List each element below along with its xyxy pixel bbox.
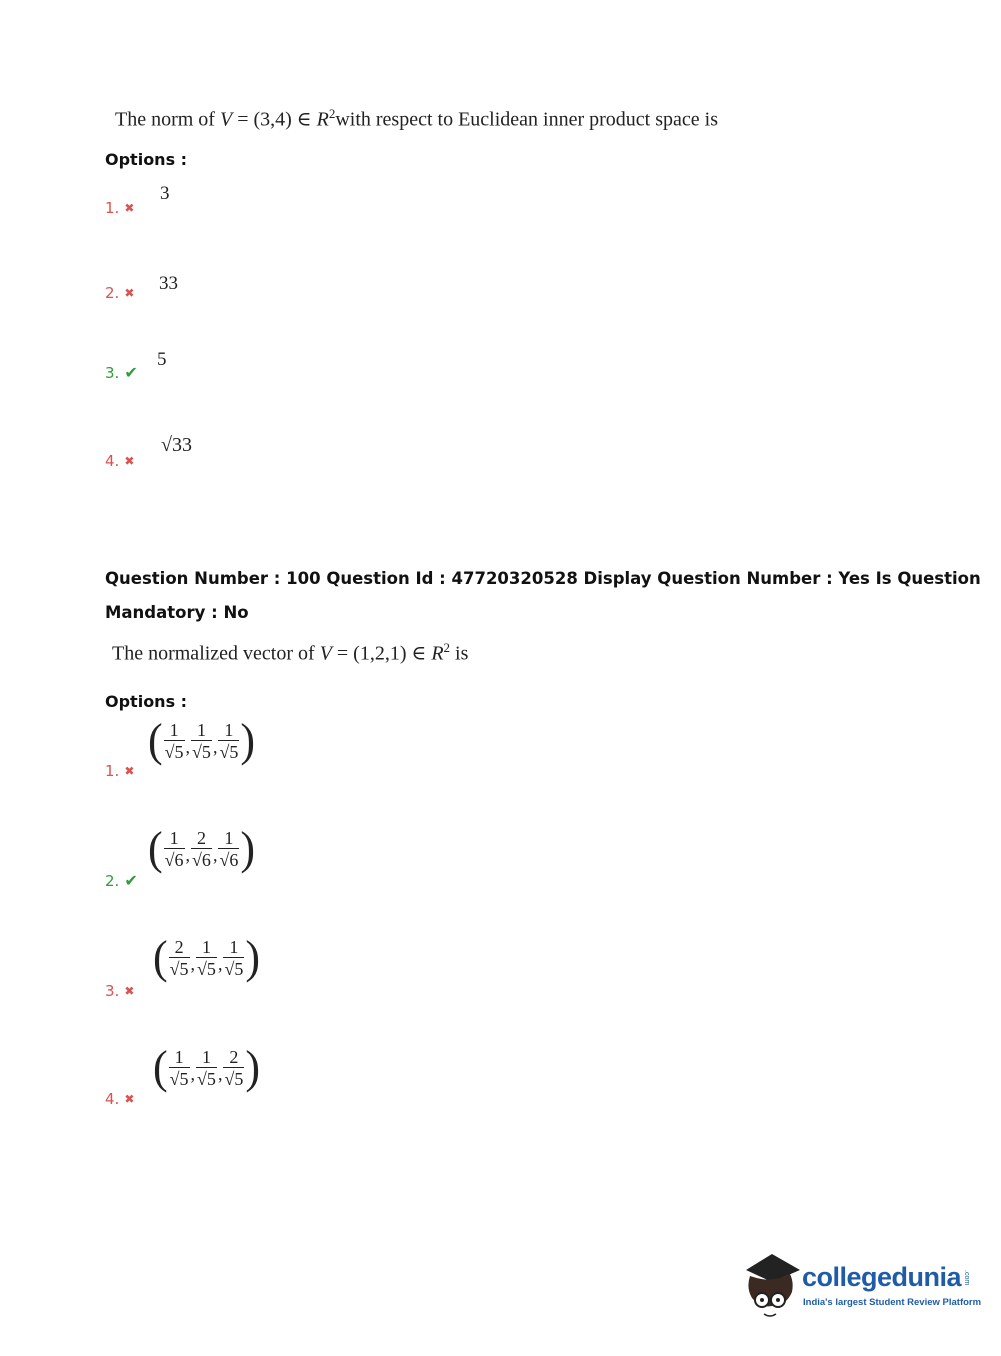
q1-var: V [219, 108, 233, 131]
q2-meta-line-1: Question Number : 100 Question Id : 47720320528 Display Question Number : Yes Is Question [105, 569, 981, 588]
question-1-text [115, 106, 718, 132]
numerator: 1 [201, 1046, 211, 1067]
q1-option-3-value: 5 [157, 349, 167, 370]
q1-option-1-value: 3 [160, 183, 170, 204]
collegedunia-logo [742, 1248, 982, 1320]
cross-icon: ✖ [124, 286, 135, 300]
q1-option-4-value: √33 [161, 434, 192, 456]
q2-opt3-num: 3. [105, 982, 120, 1000]
q2-option-4-tuple: ( $\frac{1}{√5}$ , $\frac{1}{√5}$ , $\frac{2}{√5}$ ) [153, 1041, 260, 1094]
q1-opt4-num: 4. [105, 452, 120, 470]
logo-tagline: India's largest Student Review Platform [803, 1297, 982, 1308]
numerator: 1 [169, 827, 179, 848]
q1-options-label: Options : [105, 150, 188, 169]
mascot-icon [742, 1248, 804, 1320]
q1-text-pre: The norm of [115, 108, 220, 131]
q2-var: V [319, 642, 332, 665]
q1-option-3-number [105, 363, 138, 382]
cross-icon: ✖ [124, 201, 135, 215]
left-paren: ( [148, 714, 163, 767]
q1-opt2-num: 2. [105, 284, 120, 302]
question-2-text [112, 640, 468, 666]
numerator: 1 [224, 719, 234, 740]
cross-icon: ✖ [124, 454, 135, 468]
q1-exp: 2 [328, 106, 336, 121]
denominator: √6 [219, 849, 239, 870]
fraction [191, 828, 212, 871]
cross-icon: ✖ [124, 764, 135, 778]
denominator: √5 [164, 741, 184, 762]
numerator: 1 [201, 936, 211, 957]
numerator: 2 [174, 936, 184, 957]
denominator: √5 [224, 958, 244, 979]
right-paren: ) [245, 931, 260, 984]
numerator: 2 [196, 827, 206, 848]
denominator: √6 [192, 849, 211, 870]
right-paren: ) [240, 714, 255, 767]
denominator: √5 [219, 741, 239, 762]
q2-option-3-number [105, 982, 134, 1000]
cross-icon: ✖ [124, 984, 135, 998]
numerator: 1 [174, 1046, 184, 1067]
q2-text-eq: = (1,2,1) ∈ [331, 642, 432, 665]
numerator: 2 [229, 1046, 239, 1067]
q2-opt2-num: 2. [105, 871, 120, 890]
denominator: √6 [164, 849, 184, 870]
q2-opt1-num: 1. [105, 762, 120, 780]
fraction [169, 937, 190, 980]
q1-text-post: with respect to Euclidean inner product space is [335, 108, 718, 131]
right-paren: ) [240, 822, 255, 875]
denominator: √5 [197, 958, 216, 979]
fraction [196, 1047, 217, 1090]
fraction [223, 1047, 244, 1090]
q2-text-pre: The normalized vector of [112, 642, 320, 665]
cross-icon: ✖ [124, 1092, 135, 1106]
left-paren: ( [153, 931, 168, 984]
q1-opt1-num: 1. [105, 199, 120, 217]
numerator: 1 [196, 719, 206, 740]
left-paren: ( [153, 1041, 168, 1094]
q1-space: R [316, 108, 329, 131]
left-paren: ( [148, 822, 163, 875]
q2-option-4-number [105, 1090, 134, 1108]
fraction [223, 937, 244, 980]
check-icon: ✔ [124, 363, 138, 382]
logo-suffix: .com [963, 1270, 970, 1286]
q1-option-1-number [105, 199, 134, 217]
fraction [196, 937, 217, 980]
q1-opt3-num: 3. [105, 363, 120, 382]
fraction [164, 720, 185, 763]
q2-options-label: Options : [105, 692, 188, 711]
denominator: √5 [169, 958, 189, 979]
fraction [218, 828, 239, 871]
denominator: √5 [197, 1068, 216, 1089]
q1-option-4-number [105, 452, 134, 470]
numerator: 1 [224, 827, 234, 848]
q2-option-1-tuple: ( $\frac{1}{√5}$ , $\frac{1}{√5}$ , $\frac{1}{√5}$ ) [148, 714, 255, 767]
q2-option-3-tuple: ( $\frac{2}{√5}$ , $\frac{1}{√5}$ , $\frac{1}{√5}$ ) [153, 931, 260, 984]
q2-space: R [431, 642, 444, 665]
fraction [191, 720, 212, 763]
fraction [218, 720, 239, 763]
numerator: 1 [169, 719, 179, 740]
q2-option-2-tuple: ( $\frac{1}{√6}$ , $\frac{2}{√6}$ , $\frac{1}{√6}$ ) [148, 822, 255, 875]
q1-option-2-number [105, 284, 134, 302]
fraction [169, 1047, 190, 1090]
q2-option-1-number [105, 762, 134, 780]
logo-name: collegedunia [802, 1262, 962, 1292]
numerator: 1 [229, 936, 239, 957]
q2-meta-line-2: Mandatory : No [105, 603, 249, 622]
q2-text-post: is [450, 642, 469, 665]
q2-option-2-number [105, 871, 138, 890]
q2-exp: 2 [443, 640, 451, 655]
q2-opt4-num: 4. [105, 1090, 120, 1108]
denominator: √5 [192, 741, 211, 762]
fraction [164, 828, 185, 871]
right-paren: ) [245, 1041, 260, 1094]
q1-text-eq: = (3,4) ∈ [232, 108, 317, 131]
denominator: √5 [224, 1068, 244, 1089]
q1-option-2-value: 33 [159, 273, 178, 294]
denominator: √5 [169, 1068, 189, 1089]
check-icon: ✔ [124, 871, 138, 890]
